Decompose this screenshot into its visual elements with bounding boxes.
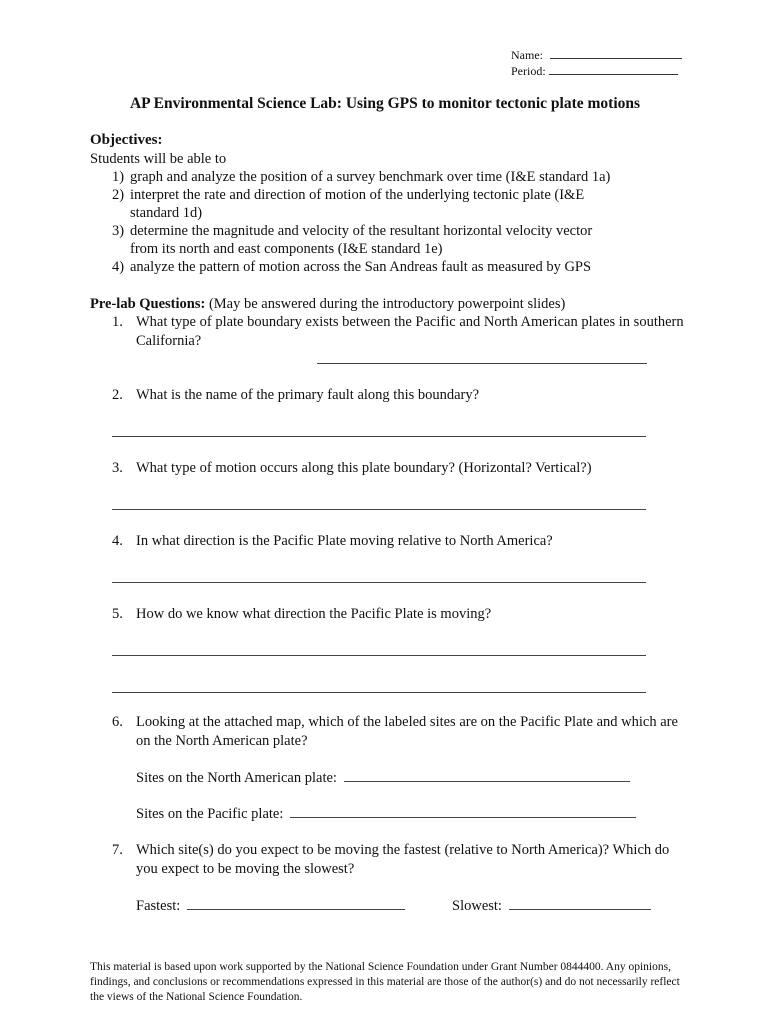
question-number: 5. <box>112 606 123 622</box>
question-4 <box>112 532 692 551</box>
objective-text-continued: from its north and east components (I&E standard 1e) <box>130 241 443 257</box>
prelab-title: Pre-lab Questions: <box>90 296 206 312</box>
objective-item <box>112 186 692 222</box>
question-number: 7. <box>112 842 123 858</box>
question-7 <box>112 841 692 878</box>
question-text: What type of plate boundary exists between the Pacific and North American plates in southern California? <box>136 314 684 349</box>
slowest-field[interactable] <box>452 896 651 915</box>
objective-number: 3) <box>112 223 125 239</box>
na-plate-sites-label: Sites on the North American plate: <box>136 770 337 786</box>
question-text: Looking at the attached map, which of the labeled sites are on the Pacific Plate and which are on the North American plate? <box>136 714 678 749</box>
fastest-field[interactable] <box>136 896 405 915</box>
objective-number: 1) <box>112 169 125 185</box>
question-text: Which site(s) do you expect to be moving the fastest (relative to North America)? Which do you expect to be moving the slowest? <box>136 842 670 877</box>
name-field[interactable] <box>511 47 682 63</box>
prelab-heading <box>90 295 565 313</box>
fastest-blank[interactable] <box>187 896 405 910</box>
prelab-note: (May be answered during the introductory powerpoint slides) <box>205 296 566 312</box>
na-plate-sites-field[interactable] <box>136 768 630 787</box>
slowest-blank[interactable] <box>509 896 651 910</box>
period-blank[interactable] <box>549 63 678 75</box>
question-number: 2. <box>112 387 123 403</box>
question-number: 4. <box>112 533 123 549</box>
name-blank[interactable] <box>550 47 682 59</box>
period-label: Period: <box>511 64 546 78</box>
page-title: AP Environmental Science Lab: Using GPS to monitor tectonic plate motions <box>129 95 641 112</box>
objective-number: 4) <box>112 259 125 275</box>
objective-number: 2) <box>112 187 125 203</box>
question-2 <box>112 386 692 405</box>
nsf-disclaimer: This material is based upon work supported by the National Science Foundation under Grant Number 0844400. Any opinions, findings, and conclusions or recommendations expressed in this material are those of the author(s) and do not necessarily reflect the views of the National Science Foundation. <box>90 961 680 1003</box>
answer-line-q3[interactable] <box>112 509 646 510</box>
objective-text-continued: standard 1d) <box>130 205 203 221</box>
pacific-plate-sites-field[interactable] <box>136 804 636 823</box>
slowest-label: Slowest: <box>452 898 502 914</box>
question-text: In what direction is the Pacific Plate moving relative to North America? <box>136 533 553 549</box>
question-text: How do we know what direction the Pacific Plate is moving? <box>136 606 492 622</box>
pacific-plate-sites-blank[interactable] <box>290 804 636 818</box>
answer-line-q5a[interactable] <box>112 655 646 656</box>
question-6 <box>112 713 692 750</box>
answer-line-q1[interactable] <box>317 363 647 364</box>
objective-text: graph and analyze the position of a survey benchmark over time (I&E standard 1a) <box>130 169 611 185</box>
objective-text: interpret the rate and direction of motion of the underlying tectonic plate (I&E <box>130 187 585 203</box>
objective-item <box>112 222 692 258</box>
period-field[interactable] <box>511 63 678 79</box>
question-1 <box>112 313 692 350</box>
question-number: 1. <box>112 314 123 330</box>
objective-text: analyze the pattern of motion across the San Andreas fault as measured by GPS <box>130 259 592 275</box>
objectives-heading: Objectives: <box>90 132 163 148</box>
question-text: What type of motion occurs along this plate boundary? (Horizontal? Vertical?) <box>136 460 592 476</box>
name-label: Name: <box>511 48 543 62</box>
answer-line-q5b[interactable] <box>112 692 646 693</box>
question-3 <box>112 459 692 478</box>
question-number: 6. <box>112 714 123 730</box>
question-text: What is the name of the primary fault along this boundary? <box>136 387 480 403</box>
objective-text: determine the magnitude and velocity of the resultant horizontal velocity vector <box>130 223 593 239</box>
answer-line-q4[interactable] <box>112 582 646 583</box>
objectives-intro: Students will be able to <box>90 151 227 167</box>
na-plate-sites-blank[interactable] <box>344 768 630 782</box>
pacific-plate-sites-label: Sites on the Pacific plate: <box>136 806 284 822</box>
objective-item <box>112 258 692 276</box>
question-5 <box>112 605 692 624</box>
question-number: 3. <box>112 460 123 476</box>
answer-line-q2[interactable] <box>112 436 646 437</box>
fastest-label: Fastest: <box>136 898 181 914</box>
objective-item <box>112 168 692 186</box>
